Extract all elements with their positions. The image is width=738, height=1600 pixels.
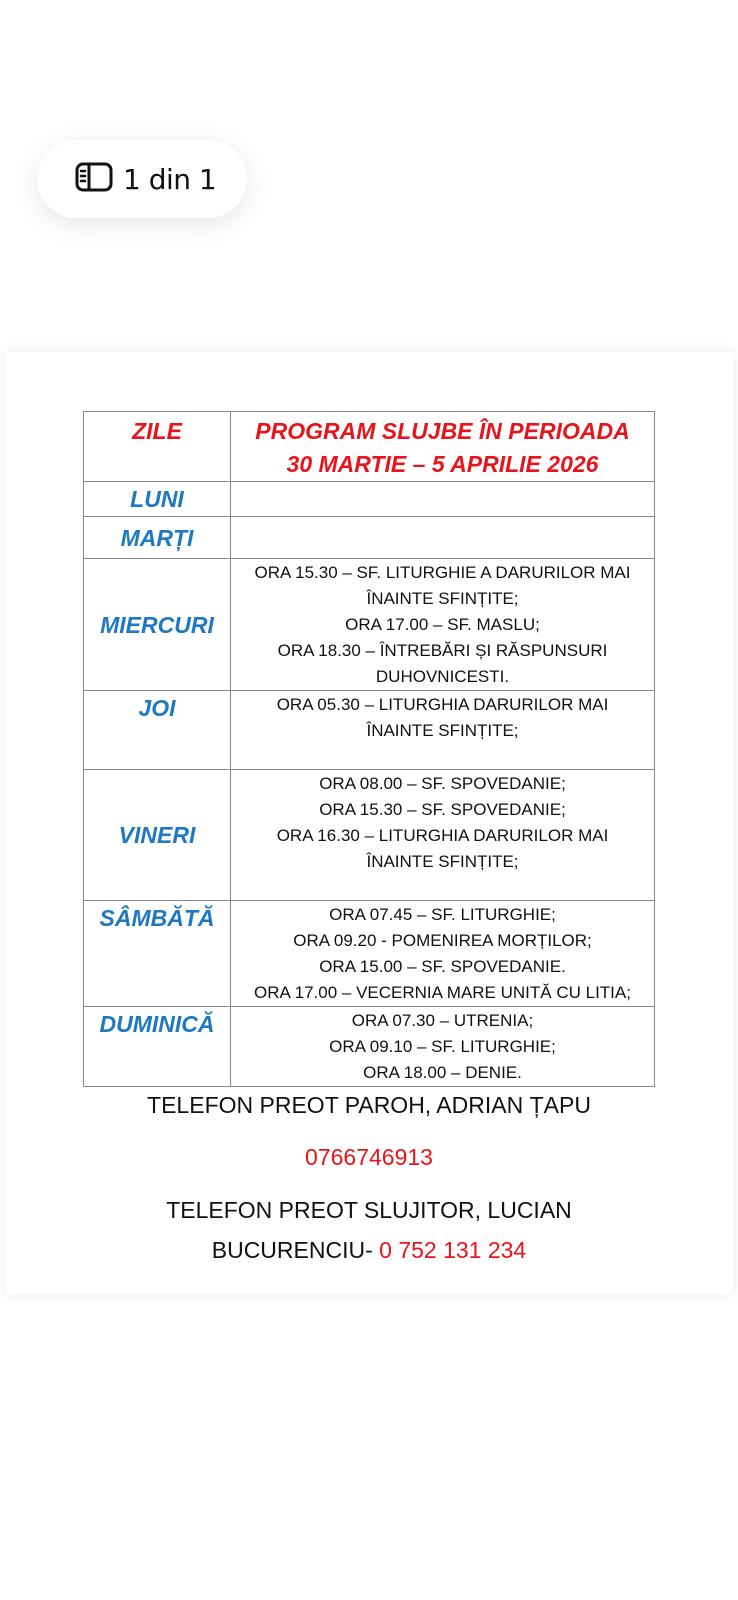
events-cell xyxy=(231,770,655,901)
table-row xyxy=(84,691,655,770)
event-line: ORA 07.30 – UTRENIA; xyxy=(351,1011,534,1030)
day-cell: JOI xyxy=(84,691,231,770)
table-row xyxy=(84,559,655,691)
table-row xyxy=(84,770,655,901)
day-cell: SÂMBĂTĂ xyxy=(84,901,231,1007)
parish-priest-label: TELEFON PREOT PAROH, ADRIAN ȚAPU xyxy=(147,1092,591,1118)
event-line: ORA 17.00 – SF. MASLU; xyxy=(345,615,540,634)
day-cell: MARȚI xyxy=(84,517,231,559)
serving-priest-line2 xyxy=(5,1237,733,1264)
day-cell: DUMINICĂ xyxy=(84,1007,231,1087)
events-cell xyxy=(231,482,655,517)
page-indicator-text: 1 din 1 xyxy=(123,162,217,196)
table-row xyxy=(84,1007,655,1087)
event-line: ÎNAINTE SFINȚITE; xyxy=(366,852,519,871)
sidebar-panel-icon xyxy=(75,162,113,197)
event-line: ORA 15.00 – SF. SPOVEDANIE. xyxy=(319,957,566,976)
parish-priest-phone: 0766746913 xyxy=(305,1144,433,1170)
event-line: ORA 08.00 – SF. SPOVEDANIE; xyxy=(319,774,566,793)
serving-priest-label-line1: TELEFON PREOT SLUJITOR, LUCIAN xyxy=(166,1197,572,1223)
table-row xyxy=(84,482,655,517)
day-cell: MIERCURI xyxy=(84,559,231,691)
events-cell xyxy=(231,517,655,559)
day-cell: LUNI xyxy=(84,482,231,517)
table-header-row xyxy=(84,412,655,482)
header-title xyxy=(231,412,655,482)
header-title-line1: PROGRAM SLUJBE ÎN PERIOADA xyxy=(255,418,630,444)
serving-priest-label-line2: BUCURENCIU- xyxy=(211,1237,380,1263)
document-page xyxy=(5,352,733,1294)
event-line: ORA 18.00 – DENIE. xyxy=(363,1063,522,1082)
event-line: DUHOVNICESTI. xyxy=(375,667,510,686)
events-cell xyxy=(231,1007,655,1087)
events-cell xyxy=(231,691,655,770)
event-line: ÎNAINTE SFINȚITE; xyxy=(366,721,519,740)
event-line: ORA 16.30 – LITURGHIA DARURILOR MAI xyxy=(276,826,609,845)
events-cell xyxy=(231,559,655,691)
table-row xyxy=(84,517,655,559)
event-line: ORA 15.30 – SF. LITURGHIE A DARURILOR MAI xyxy=(254,563,631,582)
event-line: ORA 05.30 – LITURGHIA DARURILOR MAI xyxy=(276,695,609,714)
header-days: ZILE xyxy=(84,412,231,482)
day-cell: VINERI xyxy=(84,770,231,901)
event-line: ORA 09.10 – SF. LITURGHIE; xyxy=(329,1037,556,1056)
serving-priest-phone: 0 752 131 234 xyxy=(379,1237,527,1263)
table-row xyxy=(84,901,655,1007)
event-line: ORA 07.45 – SF. LITURGHIE; xyxy=(329,905,556,924)
event-line: ORA 18.30 – ÎNTREBĂRI ȘI RĂSPUNSURI xyxy=(277,641,608,660)
event-line: ÎNAINTE SFINȚITE; xyxy=(366,589,519,608)
event-line: ORA 15.30 – SF. SPOVEDANIE; xyxy=(319,800,566,819)
header-title-line2: 30 MARTIE – 5 APRILIE 2026 xyxy=(286,451,599,477)
page-indicator-pill[interactable] xyxy=(37,140,247,218)
event-line: ORA 17.00 – VECERNIA MARE UNITĂ CU LITIA; xyxy=(254,983,631,1002)
schedule-table xyxy=(83,411,655,1087)
event-line: ORA 09.20 - POMENIREA MORȚILOR; xyxy=(293,931,592,950)
events-cell xyxy=(231,901,655,1007)
